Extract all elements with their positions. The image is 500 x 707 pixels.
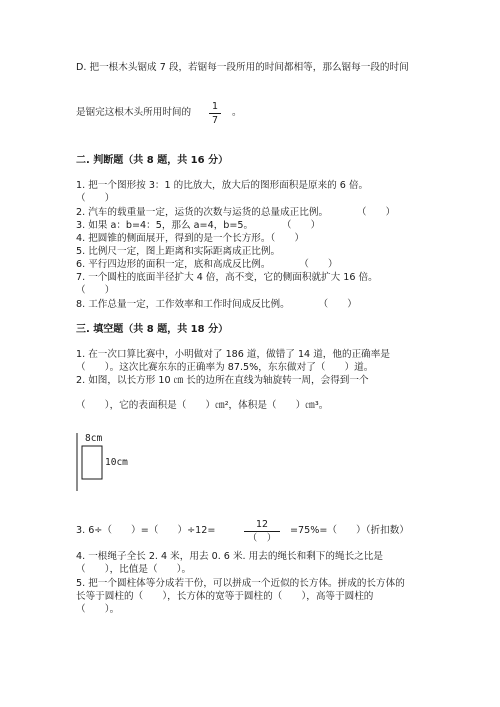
fill-q3-suffix: =75%=（ ）（折扣数） xyxy=(290,525,409,536)
rectangle-rotation-figure xyxy=(76,433,146,491)
q3-fraction-numerator: 12 xyxy=(255,519,269,530)
section3-title: 三. 填空题（共 8 题，共 18 分） xyxy=(76,324,229,335)
fill-q3-fraction xyxy=(244,519,280,544)
fraction-numerator: 1 xyxy=(211,101,219,112)
judge-item-1-answer: （ ） xyxy=(76,193,115,204)
fill-q5-line1: 5. 把一个圆柱体等分成若干份，可以拼成一个近似的长方体。拼成的长方体的 xyxy=(76,578,405,589)
fraction-one-seventh xyxy=(209,101,221,126)
judge-item-7-answer: （ ） xyxy=(76,285,115,296)
judge-item-4: 4. 把圆锥的侧面展开，得到的是一个长方形。（ ） xyxy=(76,233,305,244)
option-d-line1: D. 把一根木头锯成 7 段，若锯每一段所用的时间都相等，那么锯每一段的时间 xyxy=(76,62,409,73)
fill-q5-line3: （ ）。 xyxy=(76,604,120,615)
option-d-line2-prefix: 是锯完这根木头所用时间的 xyxy=(76,107,192,118)
rectangle-shape xyxy=(82,446,102,479)
judge-item-3: 3. 如果 a：b=4：5，那么 a=4，b=5。 （ ） xyxy=(76,220,321,231)
fill-q5-line2: 长等于圆柱的（ ），长方体的宽等于圆柱的（ ），高等于圆柱的 xyxy=(76,591,374,602)
fill-q1-line1: 1. 在一次口算比赛中，小明做对了 186 道，做错了 14 道，他的正确率是 xyxy=(76,349,390,360)
judge-item-1: 1. 把一个图形按 3：1 的比放大，放大后的图形面积是原来的 6 倍。 xyxy=(76,180,369,191)
fill-q1-line2: （ ）。这次比赛东东的正确率为 87.5%，东东做对了（ ）道。 xyxy=(76,362,374,373)
figure-label-10cm: 10cm xyxy=(105,457,128,468)
q3-fraction-denominator: （ ） xyxy=(247,533,277,544)
judge-item-8: 8. 工作总量一定，工作效率和工作时间成反比例。 （ ） xyxy=(76,299,357,310)
fill-q3-prefix: 3. 6÷（ ）=（ ）÷12= xyxy=(76,525,216,536)
judge-item-5: 5. 比例尺一定，图上距离和实际距离成正比例。 xyxy=(76,246,281,257)
fill-q4-line1: 4. 一根绳子全长 2. 4 米，用去 0. 6 米. 用去的绳长和剩下的绳长之比是 xyxy=(76,551,383,562)
fraction-denominator: 7 xyxy=(211,115,219,126)
judge-item-7: 7. 一个圆柱的底面半径扩大 4 倍，高不变，它的侧面积就扩大 16 倍。 xyxy=(76,272,378,283)
fill-q4-line2: （ ），比值是（ ）。 xyxy=(76,564,192,575)
fraction-bar xyxy=(209,113,221,114)
figure-label-8cm: 8cm xyxy=(85,433,103,444)
section2-title: 二. 判断题（共 8 题，共 16 分） xyxy=(76,155,229,166)
fill-q2-line2: （ ），它的表面积是（ ）㎝²，体积是（ ）㎝³。 xyxy=(76,400,329,411)
judge-item-2: 2. 汽车的载重量一定，运货的次数与运货的总量成正比例。 （ ） xyxy=(76,207,396,218)
option-d-line2-suffix: 。 xyxy=(232,107,242,118)
judge-item-6: 6. 平行四边形的面积一定，底和高成反比例。 （ ） xyxy=(76,259,338,270)
q3-fraction-bar xyxy=(244,531,280,532)
fill-q2-line1: 2. 如图，以长方形 10 ㎝ 长的边所在直线为轴旋转一周，会得到一个 xyxy=(76,375,369,386)
